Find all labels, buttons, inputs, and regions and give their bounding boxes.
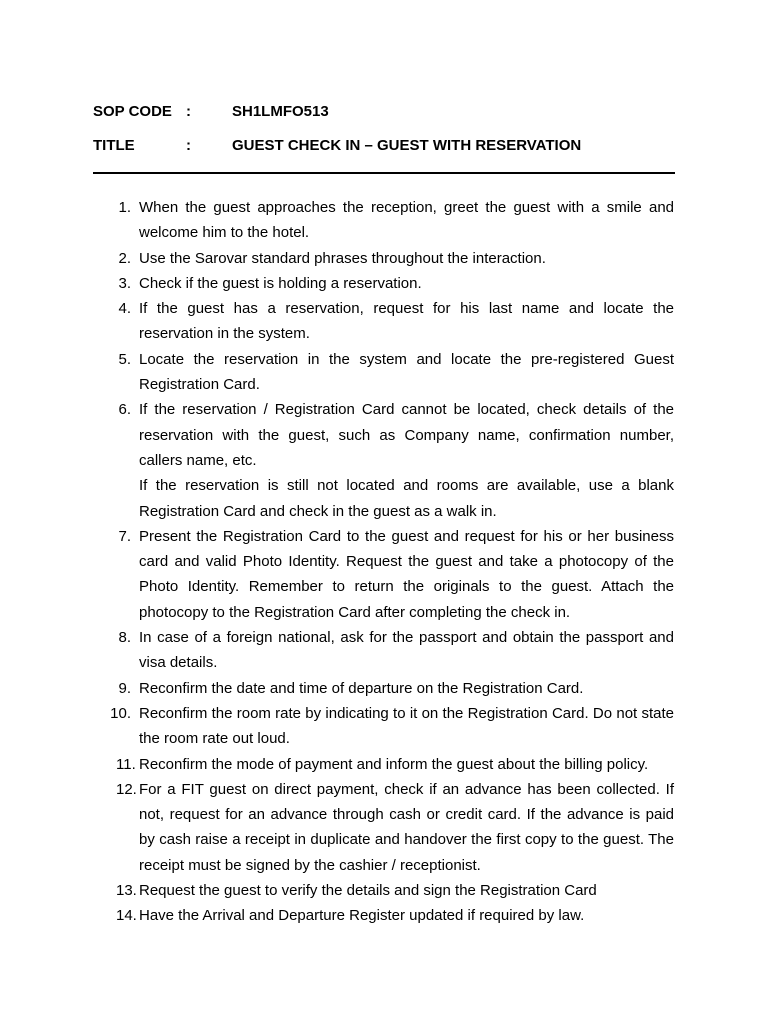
procedure-steps-list [0, 195, 768, 929]
step-item [0, 878, 768, 903]
step-item [0, 397, 768, 523]
step-number: 9. [118, 679, 131, 697]
step-text: Reconfirm the room rate by indicating to it on the Registration Card. Do not state the room rate out loud. [139, 704, 674, 748]
step-number: 1. [118, 199, 131, 216]
step-item [0, 195, 768, 246]
step-text: If the reservation / Registration Card cannot be located, check details of the reservation with the guest, such as Company name, confirmation number, callers name, etc. [139, 401, 674, 469]
step-number: 13. [116, 882, 137, 900]
step-item [0, 903, 768, 928]
step-text: If the guest has a reservation, request for his last name and locate the reservation in the system. [139, 300, 674, 343]
title-label: TITLE [93, 137, 135, 154]
step-extra-paragraph: If the reservation is still not located and rooms are available, use a blank Registration Card and check in the guest as a walk in. [139, 477, 674, 520]
step-item [0, 347, 768, 398]
step-item [0, 752, 768, 777]
step-number: 7. [118, 527, 131, 545]
step-number: 8. [118, 629, 131, 647]
step-text: Reconfirm the mode of payment and inform the guest about the billing policy. [139, 755, 649, 773]
sop-code-value: SH1LMFO513 [232, 103, 329, 120]
step-text: Reconfirm the date and time of departure on the Registration Card. [139, 679, 584, 697]
header-divider [93, 172, 675, 174]
step-item [0, 246, 768, 271]
step-number: 11. [116, 755, 136, 773]
step-number: 2. [118, 249, 131, 267]
step-item [0, 271, 768, 296]
step-number: 5. [118, 350, 131, 368]
step-item [0, 296, 768, 347]
step-text: In case of a foreign national, ask for the passport and obtain the passport and visa details. [139, 629, 674, 672]
sop-code-label: SOP CODE [93, 103, 172, 120]
step-text: Present the Registration Card to the guest and request for his or her business card and valid Photo Identity. Request the guest and take a photocopy of the Photo Identity. Remember to return the originals to the guest. Attach the photocopy to the Registration Card after completing the check in. [139, 527, 674, 621]
sop-code-colon: : [186, 103, 191, 120]
step-text: When the guest approaches the reception, greet the guest with a smile and welcome him to the hotel. [139, 199, 674, 242]
step-text: Locate the reservation in the system and locate the pre-registered Guest Registration Card. [139, 350, 674, 394]
step-item [0, 676, 768, 701]
step-text: Have the Arrival and Departure Register updated if required by law. [139, 907, 585, 925]
title-value: GUEST CHECK IN – GUEST WITH RESERVATION [232, 137, 582, 154]
step-number: 3. [118, 274, 131, 292]
step-item [0, 524, 768, 625]
step-number: 10. [110, 704, 131, 722]
step-text: Check if the guest is holding a reservation. [139, 274, 422, 292]
step-item [0, 777, 768, 878]
step-text: Use the Sarovar standard phrases throughout the interaction. [139, 249, 546, 267]
step-text: Request the guest to verify the details and sign the Registration Card [139, 882, 597, 900]
step-number: 14. [116, 907, 137, 925]
step-text: For a FIT guest on direct payment, check if an advance has been collected. If not, request for an advance through cash or credit card. If the advance is paid by cash raise a receipt in duplicate and handover the first copy to the guest. The receipt must be signed by the cashier / receptionist. [139, 780, 674, 874]
step-item [0, 701, 768, 752]
step-number: 4. [118, 300, 131, 318]
step-number: 6. [118, 401, 131, 419]
step-number: 12. [116, 780, 137, 798]
step-item [0, 625, 768, 676]
title-colon: : [186, 137, 191, 154]
